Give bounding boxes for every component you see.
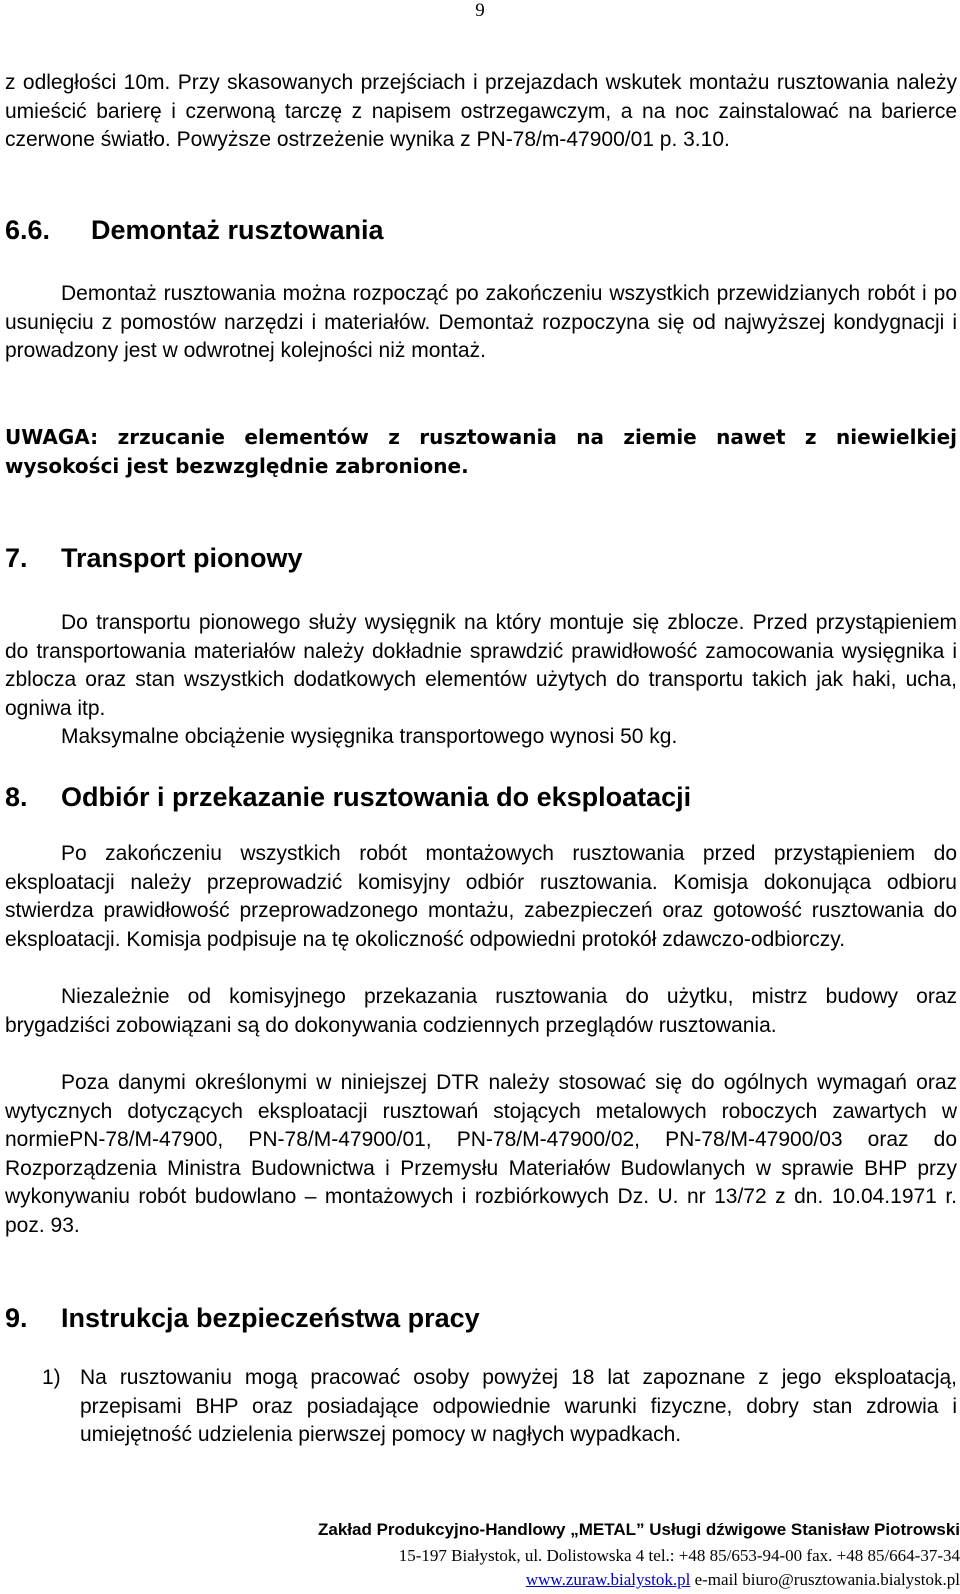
section-6-6-body: Demontaż rusztowania można rozpocząć po zakończeniu wszystkich przewidzianych robót i po usunięciu z pomostów narzędzi i materiałów. Demontaż rozpoczyna się od najwyższej kondygnacji i prowadzony jest w odwrotnej kolejności niż montaż. bbox=[5, 282, 957, 362]
footer-contact bbox=[0, 1570, 960, 1590]
section-6-6-warning: UWAGA: zrzucanie elementów z rusztowania na ziemie nawet z niewielkiej wysokości jest bezwzględnie zabronione. bbox=[5, 425, 957, 478]
section-8-paragraph-2: Niezależnie od komisyjnego przekazania rusztowania do użytku, mistrz budowy oraz brygadziści zobowiązani są do dokonywania codziennych przeglądów rusztowania. bbox=[5, 985, 957, 1037]
list-item-text: Na rusztowaniu mogą pracować osoby powyżej 18 lat zapoznane z jego eksploatacją, przepisami BHP oraz posiadające odpowiednie warunki fizyczne, dobry stan zdrowia i umiejętność udzielenia pierwszej pomocy w nagłych wypadkach. bbox=[80, 1366, 957, 1446]
footer-company: Zakład Produkcyjno-Handlowy „METAL” Usługi dźwigowe Stanisław Piotrowski bbox=[318, 1520, 960, 1539]
section-8-paragraph-1: Po zakończeniu wszystkich robót montażowych rusztowania przed przystąpieniem do eksploatacji należy przeprowadzić komisyjny odbiór rusztowania. Komisja dokonująca odbioru stwierdza prawidłowość przeprowadzonego montażu, zabezpieczeń oraz gotowość rusztowania do eksploatacji. Komisja podpisuje na tę okoliczność odpowiedni protokół zdawczo-odbiorczy. bbox=[5, 842, 957, 951]
section-8-heading bbox=[5, 781, 691, 813]
section-title: Demontaż rusztowania bbox=[91, 215, 384, 245]
section-number: 8. bbox=[5, 782, 28, 812]
list-marker: 1) bbox=[42, 1366, 61, 1389]
section-7-heading bbox=[5, 542, 303, 574]
section-9-heading bbox=[5, 1302, 480, 1334]
section-6-6-heading bbox=[5, 214, 384, 246]
intro-paragraph: z odległości 10m. Przy skasowanych przejściach i przejazdach wskutek montażu rusztowania należy umieścić barierę i czerwoną tarczę z napisem ostrzegawczym, a na noc zainstalować na barierce czerwone światło. Powyższe ostrzeżenie wynika z PN-78/m-47900/01 p. 3.10. bbox=[5, 71, 957, 151]
page-number: 9 bbox=[475, 0, 485, 21]
footer-address: 15-197 Białystok, ul. Dolistowska 4 tel.: +48 85/653-94-00 fax. +48 85/664-37-34 bbox=[398, 1546, 960, 1565]
section-7-max-load: Maksymalne obciążenie wysięgnika transportowego wynosi 50 kg. bbox=[61, 725, 678, 748]
section-number: 7. bbox=[5, 543, 28, 573]
section-7-body: Do transportu pionowego służy wysięgnik na który montuje się zblocze. Przed przystąpieniem do transportowania materiałów należy dokładnie sprawdzić prawidłowość zamocowania wysięgnika i zblocza oraz stan wszystkich dodatkowych elementów użytych do transportu takich jak haki, ucha, ogniwa itp. bbox=[5, 611, 957, 720]
section-8-paragraph-3: Poza danymi określonymi w niniejszej DTR należy stosować się do ogólnych wymagań oraz wytycznych dotyczących eksploatacji rusztowań stojących metalowych roboczych zawartych w normiePN-78/M-47900, PN-78/M-47900/01, PN-78/M-47900/02, PN-78/M-47900/03 oraz do Rozporządzenia Ministra Budownictwa i Przemysłu Materiałów Budowlanych w sprawie BHP przy wykonywaniu robót budowlano – montażowych i rozbiórkowych Dz. U. nr 13/72 z dn. 10.04.1971 r. poz. 93. bbox=[5, 1071, 957, 1237]
section-number: 9. bbox=[5, 1303, 28, 1333]
section-title: Odbiór i przekazanie rusztowania do eksploatacji bbox=[61, 782, 692, 812]
website-link[interactable]: www.zuraw.bialystok.pl bbox=[525, 1570, 691, 1589]
section-number: 6.6. bbox=[5, 215, 51, 245]
section-title: Transport pionowy bbox=[61, 543, 303, 573]
section-title: Instrukcja bezpieczeństwa pracy bbox=[61, 1303, 480, 1333]
list-item bbox=[42, 1364, 957, 1450]
footer-email[interactable]: e-mail biuro@rusztowania.bialystok.pl bbox=[694, 1570, 960, 1589]
